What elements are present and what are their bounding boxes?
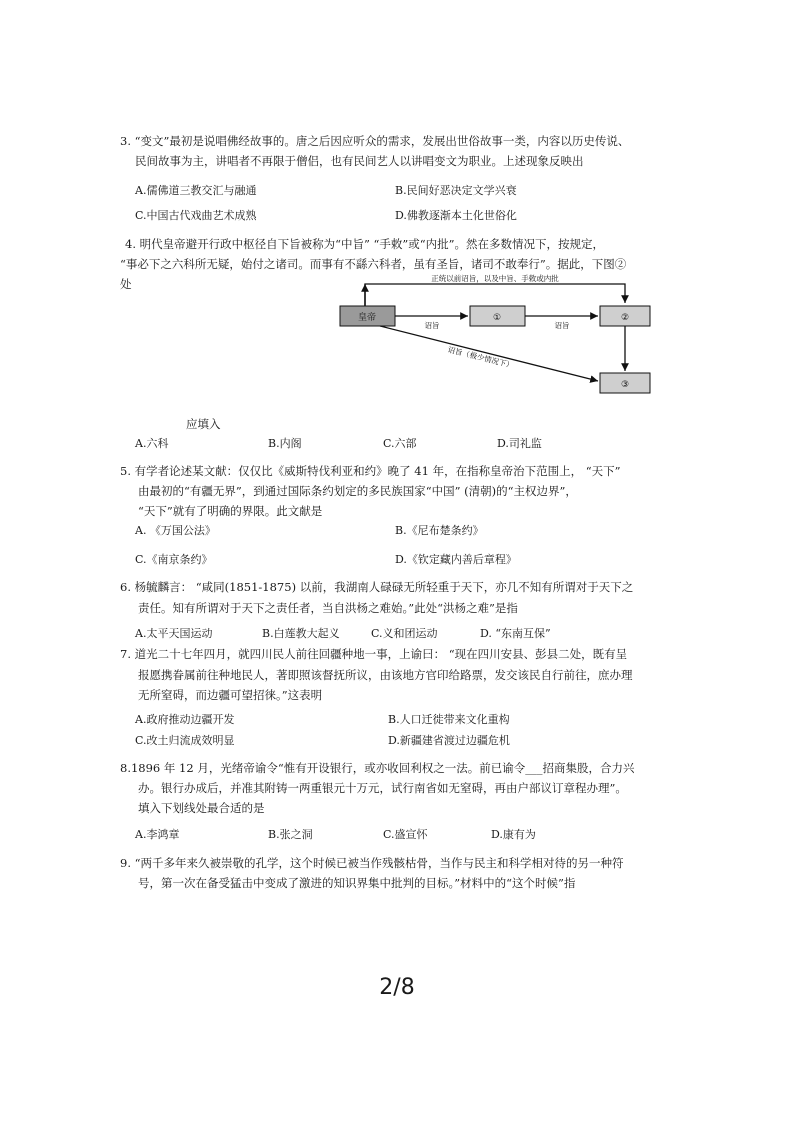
q6-option-d: D. “东南互保” [480, 627, 551, 640]
q7-option-c: C.改土归流成效明显 [135, 734, 235, 747]
node-1-label: ① [492, 313, 502, 323]
edge-1-label: 诏旨 [424, 321, 440, 330]
q4-stem-line-1: 4. 明代皇帝避开行政中枢径自下旨被称为“中旨” “手敕”或“内批”。然在多数情况下，按规定， [125, 237, 605, 251]
q4-stem-line-3: 处 [120, 277, 132, 291]
q4-option-a: A.六科 [135, 437, 169, 450]
q5-option-d: D.《钦定藏内善后章程》 [395, 553, 517, 566]
q4-option-d: D.司礼监 [497, 437, 542, 450]
q6-option-a: A.太平天国运动 [135, 627, 213, 640]
diag-edge-label: 诏旨（极少情况下） [446, 345, 515, 371]
page-number: 2/8 [379, 975, 415, 1000]
q4-top-route-label: 正统以前诏旨，以及中旨、手敕或内批 [431, 274, 559, 283]
q3-stem-line-1: 3. “变文”最初是说唱佛经故事的。唐之后因应听众的需求，发展出世俗故事一类，内容以历史传说、 [120, 134, 630, 148]
q5-option-a: A. 《万国公法》 [135, 524, 216, 537]
node-3-label: ③ [620, 380, 630, 390]
q8-option-b: B.张之洞 [268, 828, 313, 841]
q7-stem-line-3: 无所窒碍，而边疆可望招徕。”这表明 [138, 688, 323, 702]
q8-stem-line-3: 填入下划线处最合适的是 [138, 801, 265, 815]
q5-stem-line-2: 由最初的“有疆无界”，到通过国际条约划定的多民族国家“中国” (清朝)的“主权边界”， [138, 484, 577, 498]
q7-option-d: D.新疆建省渡过边疆危机 [388, 734, 510, 747]
q3-option-c: C.中国古代戏曲艺术成熟 [135, 209, 257, 222]
q7-option-a: A.政府推动边疆开发 [135, 713, 235, 726]
q6-stem-line-2: 责任。知有所谓对于天下之责任者，当自洪杨之难始。”此处“洪杨之难”是指 [138, 601, 518, 615]
q3-option-d: D.佛教逐渐本土化世俗化 [395, 209, 517, 222]
q3-stem-line-2: 民间故事为主，讲唱者不再限于僧侣，也有民间艺人以讲唱变文为职业。上述现象反映出 [135, 154, 584, 168]
q5-option-c: C.《南京条约》 [135, 553, 213, 566]
q4-option-b: B.内阁 [268, 437, 302, 450]
q8-option-a: A.李鸿章 [135, 828, 180, 841]
q8-option-c: C.盛宣怀 [383, 828, 428, 841]
q8-stem-line-1: 8.1896 年 12 月，光绪帝谕令“惟有开设银行，或亦收回利权之一法。前已谕令___招商集股，合力兴 [120, 761, 635, 775]
q9-stem-line-2: 号，第一次在备受猛击中变成了激进的知识界集中批判的目标。”材料中的“这个时候”指 [138, 876, 576, 890]
q9-stem-line-1: 9. “两千多年来久被崇敬的孔学，这个时候已被当作残骸枯骨，当作与民主和科学相对待的另一种符 [120, 856, 624, 870]
q6-stem-line-1: 6. 杨毓麟言： “咸同(1851-1875) 以前，我湖南人碌碌无所轻重于天下，亦几不知有所谓对于天下之 [120, 580, 634, 594]
emperor-label: 皇帝 [357, 313, 377, 323]
q8-option-d: D.康有为 [491, 828, 536, 841]
node-2-label: ② [620, 313, 630, 323]
q6-option-b: B.白莲教大起义 [262, 627, 340, 640]
q7-option-b: B.人口迁徙带来文化重构 [388, 713, 510, 726]
q7-stem-line-1: 7. 道光二十七年四月，就四川民人前往回疆种地一事，上谕曰： “现在四川安县、彭县二处，既有呈 [120, 647, 628, 661]
q3-option-a: A.儒佛道三教交汇与融通 [135, 184, 257, 197]
q5-stem-line-3: “天下”就有了明确的界限。此文献是 [138, 504, 323, 518]
q8-stem-line-2: 办。银行办成后，并准其附铸一两重银元十万元，试行南省如无窒碍，再由户部议订章程办理”。 [138, 781, 627, 795]
q5-stem-line-1: 5. 有学者论述某文献：仅仅比《威斯特伐利亚和约》晚了 41 年，在指称皇帝治下范围上， “天下” [120, 464, 621, 478]
q5-option-b: B.《尼布楚条约》 [395, 524, 484, 537]
q4-after-diagram: 应填入 [186, 417, 221, 431]
q4-flow-diagram [335, 270, 665, 400]
q4-stem-line-2: “事必下之六科所无疑，始付之诸司。而事有不繇六科者，虽有圣旨，诸司不敢奉行”。据此，下图② [120, 257, 627, 271]
edge-2-label: 诏旨 [554, 321, 570, 330]
q6-option-c: C.义和团运动 [371, 627, 438, 640]
q4-option-c: C.六部 [383, 437, 417, 450]
q3-option-b: B.民间好恶决定文学兴衰 [395, 184, 517, 197]
q7-stem-line-2: 报愿携眷属前往种地民人，著即照该督抚所议，由该地方官印给路票，发交该民自行前往，庶办理 [138, 668, 633, 682]
